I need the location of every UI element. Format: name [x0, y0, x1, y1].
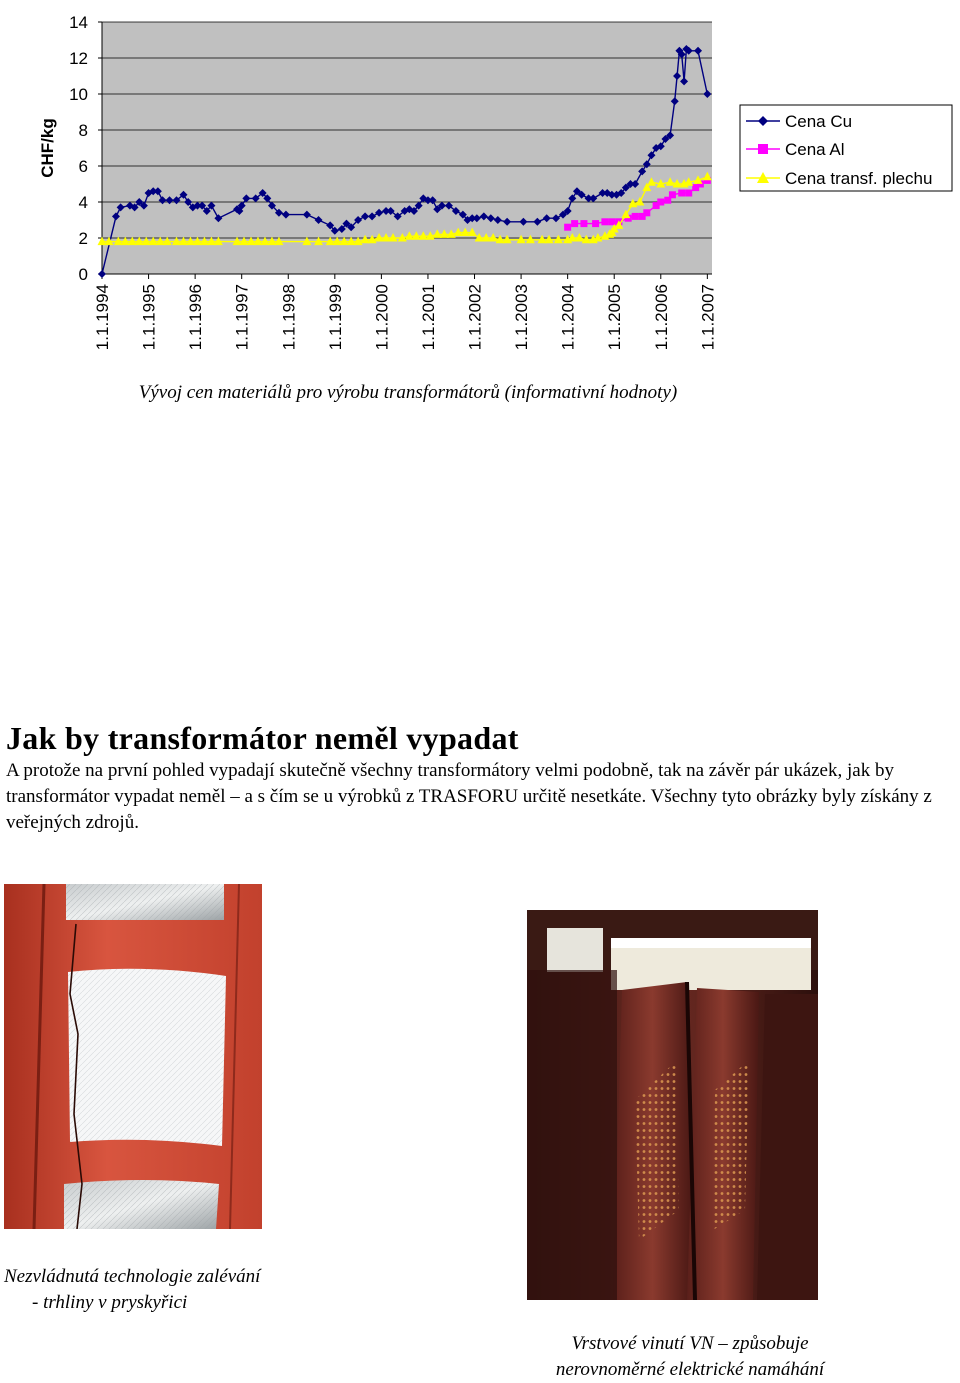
x-axis	[93, 274, 717, 350]
caption-left	[4, 1264, 260, 1316]
x-tick-label: 1.1.2000	[372, 284, 392, 351]
data-point	[601, 218, 608, 225]
data-point	[643, 209, 650, 216]
caption-left-line1: Nezvládnutá technologie zalévání	[4, 1266, 261, 1287]
price-chart	[0, 0, 960, 380]
x-tick-label: 1.1.2002	[465, 284, 485, 351]
data-point	[571, 220, 578, 227]
x-tick-label: 1.1.1995	[139, 284, 159, 351]
x-tick-label: 1.1.1994	[93, 284, 112, 351]
x-tick-label: 1.1.1999	[325, 284, 345, 351]
y-tick-label: 8	[78, 121, 88, 140]
section-body: A protože na první pohled vypadají skutečně všechny transformátory velmi podobně, tak na závěr pár ukázek, jak by transformátor vypadat neměl – a s čím se u výrobků z TRASFORU určitě nesetkáte. Všechny tyto obrázky byly získány z veřejných zdrojů.	[6, 760, 932, 833]
x-tick-label: 1.1.1996	[186, 284, 206, 351]
chart-caption: Vývoj cen materiálů pro výrobu transformátorů (informativní hodnoty)	[138, 382, 678, 403]
y-tick-label: 2	[78, 229, 88, 248]
photo-layer-winding	[527, 910, 818, 1300]
data-point	[685, 190, 692, 197]
x-tick-label: 1.1.2007	[698, 284, 718, 351]
legend-label-al: Cena Al	[785, 140, 845, 159]
data-point	[632, 213, 639, 220]
caption-right-line2: nerovnoměrné elektrické namáhání	[555, 1359, 825, 1380]
data-point	[678, 190, 685, 197]
data-point	[564, 224, 571, 231]
caption-right-line1: Vrstvové vinutí VN – způsobuje	[571, 1333, 809, 1354]
y-tick-label: 0	[78, 265, 88, 284]
section-title: Jak by transformátor neměl vypadat	[6, 720, 519, 756]
y-tick-label: 12	[69, 49, 88, 68]
y-tick-label: 6	[78, 157, 88, 176]
legend-marker-al	[758, 144, 768, 154]
y-axis-label: CHF/kg	[38, 118, 57, 178]
chart-legend	[740, 105, 952, 191]
y-tick-label: 10	[69, 85, 88, 104]
y-tick-label: 14	[69, 13, 88, 32]
legend-label-cu: Cena Cu	[785, 112, 853, 131]
y-tick-label: 4	[78, 193, 88, 212]
legend-label-plech: Cena transf. plechu	[785, 169, 933, 188]
x-tick-label: 1.1.2005	[605, 284, 625, 351]
y-axis	[69, 13, 102, 284]
caption-left-line2: - trhliny v pryskyřici	[32, 1292, 188, 1313]
x-tick-label: 1.1.2004	[558, 284, 578, 351]
data-point	[669, 191, 676, 198]
data-point	[592, 220, 599, 227]
x-tick-label: 1.1.1998	[279, 284, 299, 351]
x-tick-label: 1.1.2003	[512, 284, 532, 351]
caption-right	[500, 1331, 880, 1383]
x-tick-label: 1.1.2006	[651, 284, 671, 351]
photo-cracked-resin	[4, 884, 262, 1229]
data-point	[580, 220, 587, 227]
data-point	[657, 199, 664, 206]
x-tick-label: 1.1.2001	[418, 284, 438, 351]
x-tick-label: 1.1.1997	[232, 284, 252, 351]
